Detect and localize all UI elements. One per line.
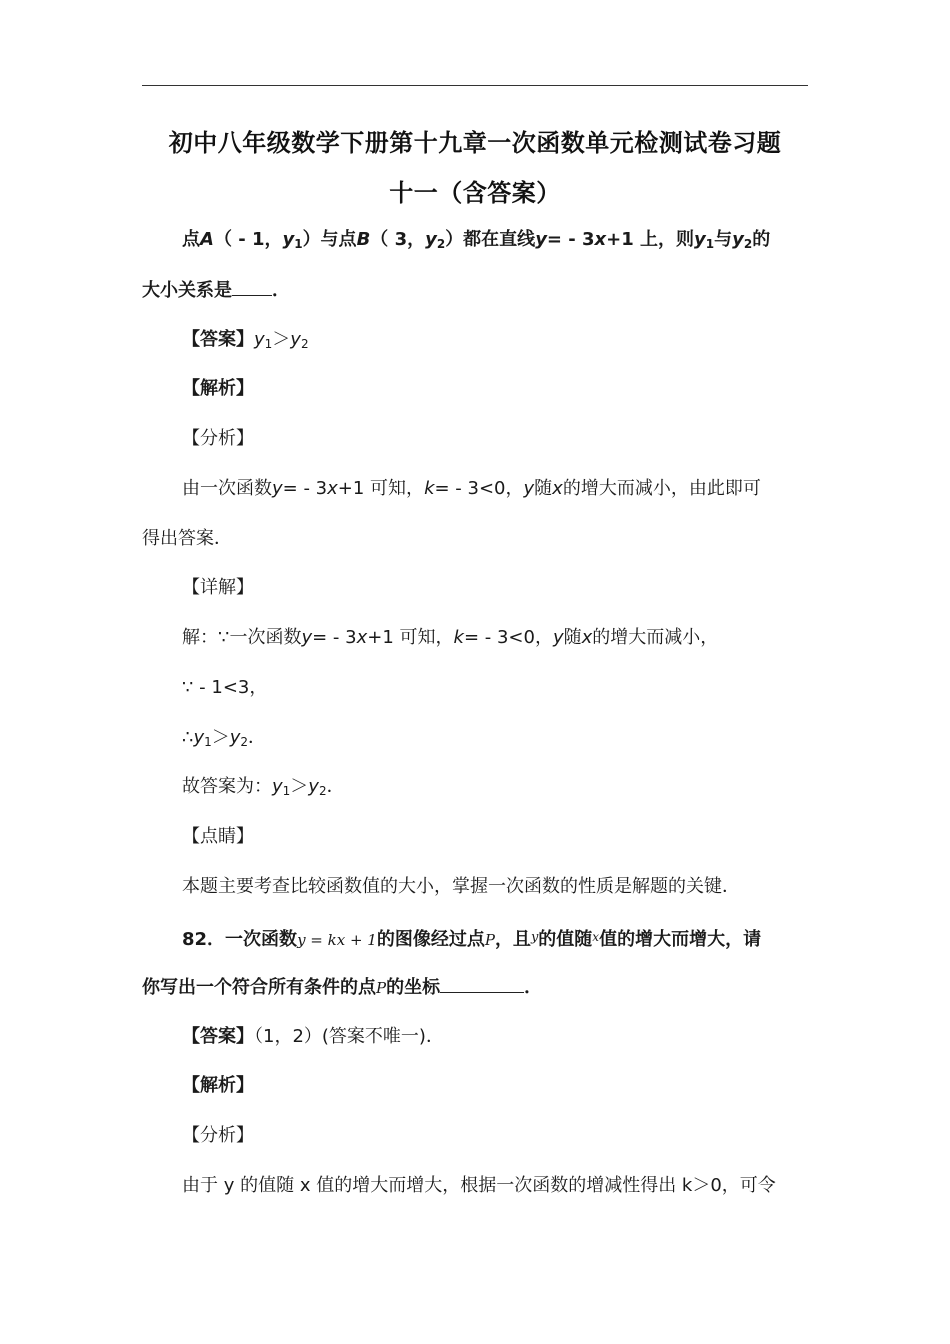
document-title-line1: 初中八年级数学下册第十九章一次函数单元检测试卷习题 bbox=[168, 129, 782, 157]
q81-fenxi-tag: 【分析】 bbox=[182, 428, 254, 449]
q81-xiangjie-tag: 【详解】 bbox=[182, 577, 254, 598]
q81-solution-line2: ∵ - 1<3， bbox=[182, 677, 268, 698]
document-title-line2: 十一（含答案） bbox=[389, 179, 561, 207]
q81-fenxi-line1: 由一次函数y= - 3x+1 可知，k= - 3<0，y随x的增大而减小，由此即可 bbox=[182, 478, 761, 499]
q81-final-answer: 故答案为：$y_1>y_2$． bbox=[182, 776, 345, 798]
q82-answer: 【答案】（1，2）(答案不唯一)． bbox=[182, 1026, 444, 1047]
header-rule bbox=[142, 85, 808, 86]
q82-stem-line2: 你写出一个符合所有条件的点P的坐标 ． bbox=[142, 974, 808, 1001]
q82-fenxi-tag: 【分析】 bbox=[182, 1125, 254, 1146]
q81-dianjing-tag: 【点睛】 bbox=[182, 826, 254, 847]
q81-stem-line2: 大小关系是 ． bbox=[142, 277, 808, 304]
q81-fenxi-line2: 得出答案． bbox=[142, 528, 232, 549]
q82-jiexi-tag: 【解析】 bbox=[182, 1075, 254, 1096]
q81-solution-line3: $\therefore y_1>y_2$． bbox=[182, 727, 267, 749]
q81-dianjing-text: 本题主要考查比较函数值的大小，掌握一次函数的性质是解题的关键． bbox=[182, 876, 740, 897]
q81-jiexi-tag: 【解析】 bbox=[182, 378, 254, 399]
q81-answer: 【答案】$y_1>y_2$ bbox=[182, 329, 309, 351]
q82-fenxi-text: 由于 y 的值随 x 值的增大而增大，根据一次函数的增减性得出 k＞0，可令 bbox=[182, 1175, 776, 1196]
q81-stem-line1: 点A（ - 1，$y_1$）与点B（ 3，$y_2$）都在直线y= - 3x+1 上，则$y_1$与$y_2$的 bbox=[182, 229, 771, 251]
answer-blank bbox=[440, 974, 524, 993]
q81-solution-line1: 解：∵一次函数y= - 3x+1 可知，k= - 3<0，y随x的增大而减小， bbox=[182, 627, 719, 648]
answer-blank bbox=[232, 277, 272, 296]
q82-stem-line1: 82．一次函数y = kx + 1的图像经过点P，且$^y$的值随$^x$值的增大而增大，请 bbox=[182, 929, 762, 950]
